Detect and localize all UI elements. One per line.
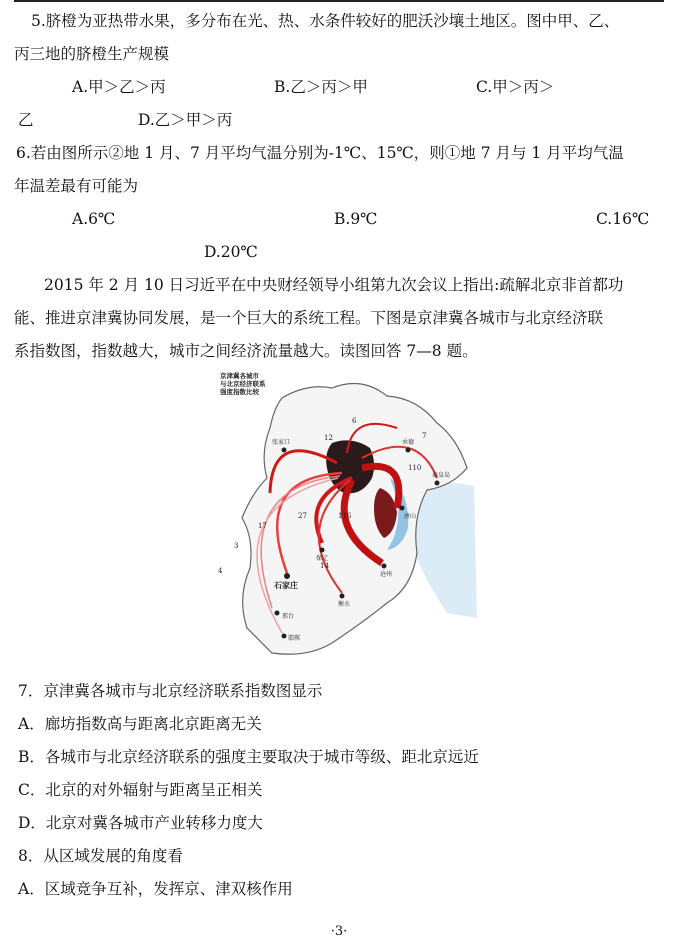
q6-option-d: D.20℃ xyxy=(204,243,258,261)
city-label-shijiazhuang: 石家庄 xyxy=(274,580,298,590)
q7-option-d: D．北京对冀各城市产业转移力度大 xyxy=(18,814,263,832)
q6-option-b: B.9℃ xyxy=(334,210,378,228)
q5-option-a: A.甲＞乙＞丙 xyxy=(72,78,166,96)
index-value-xingtai: 3 xyxy=(234,542,239,550)
map-title-2: 与北京经济联系 xyxy=(220,380,266,388)
city-label-zhangjiakou: 张家口 xyxy=(272,439,291,446)
q5-option-c: C.甲＞丙＞ xyxy=(476,78,555,96)
index-value-zhangjiakou: 12 xyxy=(324,434,333,442)
city-dot-cangzhou xyxy=(382,564,387,569)
city-label-cangzhou: 沧州 xyxy=(380,571,393,578)
city-label-handan: 邯郸 xyxy=(288,635,301,642)
q8-stem: 8．从区域发展的角度看 xyxy=(18,847,183,865)
q8-option-a: A．区域竞争互补，发挥京、津双核作用 xyxy=(18,880,293,898)
index-value-langfang: 116 xyxy=(338,512,352,520)
q7-option-b: B．各城市与北京经济联系的强度主要取决于城市等级、距北京远近 xyxy=(18,748,479,766)
q5-option-b: B.乙＞丙＞甲 xyxy=(274,78,368,96)
q7-stem: 7．京津冀各城市与北京经济联系指数图显示 xyxy=(18,682,323,700)
index-value-handan: 4 xyxy=(218,567,223,575)
q7-option-a: A．廊坊指数高与距离北京距离无关 xyxy=(18,715,262,733)
map-title-3: 强度指数比较 xyxy=(220,388,259,396)
city-dot-shijiazhuang xyxy=(284,573,290,579)
city-label-chengde: 承德 xyxy=(402,439,415,446)
jingjinji-connection-map xyxy=(212,368,482,668)
q5-stem-line1: 5.脐橙为亚热带水果，多分布在光、热、水条件较好的肥沃沙壤土地区。图中甲、乙、 xyxy=(31,12,620,30)
index-value-chengde: 6 xyxy=(352,417,357,425)
index-value-hengshui: 14 xyxy=(320,562,329,570)
city-dot-xingtai xyxy=(275,611,280,616)
city-label-hengshui: 衡水 xyxy=(338,601,351,608)
city-label-xingtai: 邢台 xyxy=(282,613,295,620)
index-value-tangshan: 110 xyxy=(408,464,422,472)
passage-line3: 系指数图，指数越大，城市之间经济流量越大。读图回答 7—8 题。 xyxy=(14,342,478,360)
q5-option-c-wrap: 乙 xyxy=(18,111,34,129)
q6-stem-line2: 年温差最有可能为 xyxy=(14,177,139,195)
passage-line1: 2015 年 2 月 10 日习近平在中央财经领导小组第九次会议上指出:疏解北京非首都功 xyxy=(44,276,624,294)
q5-stem-line2: 丙三地的脐橙生产规模 xyxy=(14,45,170,63)
index-value-qinhuangdao: 7 xyxy=(422,432,427,440)
page-number: ·3· xyxy=(330,924,348,939)
passage-line2: 能、推进京津冀协同发展，是一个巨大的系统工程。下图是京津冀各城市与北京经济联 xyxy=(14,309,604,327)
city-dot-baoding xyxy=(320,548,325,553)
map-title-1: 京津冀各城市 xyxy=(220,372,259,380)
city-dot-zhangjiakou xyxy=(282,448,287,453)
city-label-tangshan: 唐山 xyxy=(404,513,417,520)
q5-option-d: D.乙＞甲＞丙 xyxy=(138,111,233,129)
city-label-baoding: 保定 xyxy=(316,555,329,562)
city-dot-chengde xyxy=(406,448,411,453)
city-dot-hengshui xyxy=(340,594,345,599)
city-dot-handan xyxy=(282,634,287,639)
index-value-shijiazhuang: 17 xyxy=(258,522,267,530)
city-label-qinhuangdao: 秦皇岛 xyxy=(432,472,451,479)
q6-option-c: C.16℃ xyxy=(596,210,650,228)
top-rule xyxy=(14,0,664,2)
q6-stem-line1: 6.若由图所示②地 1 月、7 月平均气温分别为-1℃、15℃，则①地 7 月与 1 月平均气温 xyxy=(16,144,624,162)
city-dot-qinhuangdao xyxy=(435,481,440,486)
city-dot-tangshan xyxy=(400,506,405,511)
q6-option-a: A.6℃ xyxy=(72,210,116,228)
q7-option-c: C．北京的对外辐射与距离呈正相关 xyxy=(18,781,263,799)
index-value-baoding: 27 xyxy=(298,512,307,520)
